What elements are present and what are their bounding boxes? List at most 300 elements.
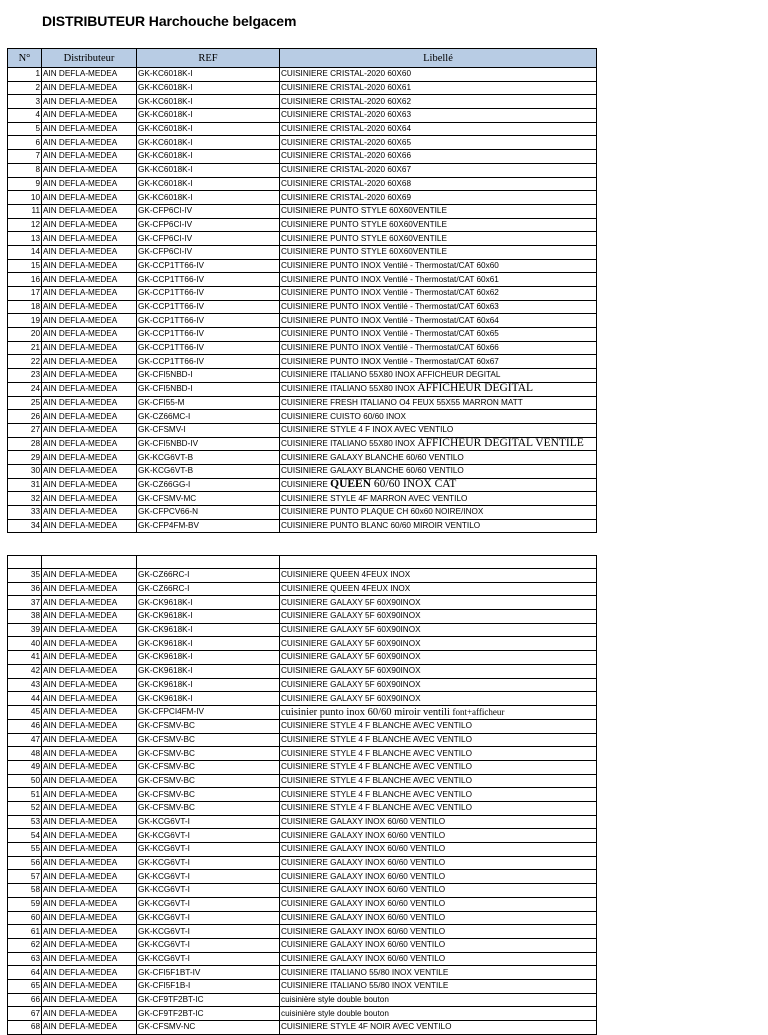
table-row [8,747,597,761]
row-number-cell: 17 [8,287,42,301]
libelle-cell: CUISINIERE GALAXY 5F 60X90INOX [280,651,597,665]
distributeur-cell: AIN DEFLA-MEDEA [42,122,137,136]
distributeur-cell: AIN DEFLA-MEDEA [42,150,137,164]
libelle-cell: CUISINIERE STYLE 4 F BLANCHE AVEC VENTILO [280,733,597,747]
ref-cell: GK-CFSMV-BC [137,719,280,733]
libelle-cell: CUISINIERE GALAXY BLANCHE 60/60 VENTILO [280,464,597,478]
libelle-cell: CUISINIERE CRISTAL-2020 60X64 [280,122,597,136]
libelle-cell: CUISINIERE PUNTO INOX Ventilé - Thermostat/CAT 60x64 [280,314,597,328]
row-number-cell: 62 [8,938,42,952]
table-row [8,911,597,925]
ref-cell: GK-CK9618K-I [137,637,280,651]
page-title: DISTRIBUTEUR Harchouche belgacem [42,13,297,29]
libelle-cell: CUISINIERE GALAXY INOX 60/60 VENTILO [280,952,597,966]
row-number-cell: 12 [8,218,42,232]
distributeur-cell: AIN DEFLA-MEDEA [42,204,137,218]
distributeur-cell: AIN DEFLA-MEDEA [42,177,137,191]
libelle-cell: CUISINIERE STYLE 4 F INOX AVEC VENTILO [280,423,597,437]
distributeur-cell: AIN DEFLA-MEDEA [42,478,137,492]
ref-cell: GK-KCG6VT-B [137,451,280,465]
table-row [8,204,597,218]
row-number-cell: 40 [8,637,42,651]
table-row [8,437,597,451]
distributeur-cell: AIN DEFLA-MEDEA [42,245,137,259]
ref-cell: GK-KC6018K-I [137,68,280,82]
row-number-cell: 66 [8,993,42,1007]
libelle-part: QUEEN [330,478,372,490]
row-number-cell: 49 [8,760,42,774]
distributeur-cell: AIN DEFLA-MEDEA [42,692,137,706]
libelle-cell: CUISINIERE ITALIANO 55/80 INOX VENTILE [280,979,597,993]
libelle-cell: CUISINIERE GALAXY 5F 60X90INOX [280,678,597,692]
distributeur-cell: AIN DEFLA-MEDEA [42,897,137,911]
table-row [8,109,597,123]
row-number-cell: 38 [8,610,42,624]
ref-cell: GK-KC6018K-I [137,150,280,164]
ref-cell: GK-CCP1TT66-IV [137,341,280,355]
table-row [8,569,597,583]
libelle-cell: CUISINIERE GALAXY INOX 60/60 VENTILO [280,884,597,898]
distributeur-cell: AIN DEFLA-MEDEA [42,396,137,410]
libelle-cell: CUISINIERE PUNTO BLANC 60/60 MIROIR VENTILO [280,519,597,533]
ref-cell: GK-KCG6VT-I [137,925,280,939]
row-number-cell: 52 [8,802,42,816]
ref-cell: GK-CCP1TT66-IV [137,355,280,369]
table-row [8,396,597,410]
row-number-cell: 36 [8,582,42,596]
ref-cell: GK-KCG6VT-I [137,843,280,857]
distributeur-cell: AIN DEFLA-MEDEA [42,870,137,884]
row-number-cell: 63 [8,952,42,966]
ref-cell: GK-KCG6VT-I [137,897,280,911]
table-row [8,341,597,355]
distributeur-cell: AIN DEFLA-MEDEA [42,163,137,177]
row-number-cell: 46 [8,719,42,733]
table-row [8,651,597,665]
row-number-cell: 14 [8,245,42,259]
row-number-cell: 27 [8,423,42,437]
distributeur-cell: AIN DEFLA-MEDEA [42,68,137,82]
libelle-cell: CUISINIERE STYLE 4 F BLANCHE AVEC VENTILO [280,760,597,774]
row-number-cell: 7 [8,150,42,164]
ref-cell: GK-CFI5NBD-I [137,369,280,383]
distributeur-cell: AIN DEFLA-MEDEA [42,966,137,980]
ref-cell: GK-CFSMV-BC [137,747,280,761]
libelle-cell: CUISINIERE GALAXY 5F 60X90INOX [280,596,597,610]
distributeur-cell: AIN DEFLA-MEDEA [42,341,137,355]
libelle-cell: CUISINIERE STYLE 4 F BLANCHE AVEC VENTILO [280,774,597,788]
row-number-cell: 20 [8,328,42,342]
table-row [8,610,597,624]
ref-cell: GK-KC6018K-I [137,163,280,177]
libelle-cell: CUISINIERE PUNTO STYLE 60X60VENTILE [280,245,597,259]
ref-cell: GK-CFSMV-BC [137,733,280,747]
libelle-cell: CUISINIERE STYLE 4 F BLANCHE AVEC VENTILO [280,802,597,816]
distributeur-cell: AIN DEFLA-MEDEA [42,410,137,424]
header-ref: REF [137,49,280,68]
distributeur-cell: AIN DEFLA-MEDEA [42,802,137,816]
libelle-part: CUISINIERE [281,479,331,489]
libelle-cell: CUISINIERE GALAXY 5F 60X90INOX [280,664,597,678]
libelle-cell: CUISINIERE GALAXY 5F 60X90INOX [280,610,597,624]
ref-cell: GK-KCG6VT-I [137,938,280,952]
ref-cell: GK-CK9618K-I [137,651,280,665]
distributeur-cell: AIN DEFLA-MEDEA [42,287,137,301]
distributeur-cell: AIN DEFLA-MEDEA [42,355,137,369]
row-number-cell: 48 [8,747,42,761]
table-row [8,623,597,637]
row-number-cell: 44 [8,692,42,706]
libelle-cell: cuisinière style double bouton [280,993,597,1007]
row-number-cell: 5 [8,122,42,136]
spacer-cell [137,556,280,569]
libelle-cell: CUISINIERE GALAXY INOX 60/60 VENTILO [280,870,597,884]
libelle-cell: CUISINIERE CRISTAL-2020 60X65 [280,136,597,150]
row-number-cell: 24 [8,382,42,396]
table-row [8,191,597,205]
distributeur-cell: AIN DEFLA-MEDEA [42,843,137,857]
ref-cell: GK-CFSMV-I [137,423,280,437]
table-row [8,177,597,191]
table-row [8,328,597,342]
row-number-cell: 64 [8,966,42,980]
row-number-cell: 16 [8,273,42,287]
libelle-cell: CUISINIERE PUNTO INOX Ventilé - Thermostat/CAT 60x67 [280,355,597,369]
ref-cell: GK-CFI55-M [137,396,280,410]
ref-cell: GK-CZ66GG-I [137,478,280,492]
libelle-cell: CUISINIERE GALAXY 5F 60X90INOX [280,692,597,706]
row-number-cell: 41 [8,651,42,665]
distributeur-cell: AIN DEFLA-MEDEA [42,719,137,733]
distributeur-cell: AIN DEFLA-MEDEA [42,437,137,451]
libelle-part: AFFICHEUR DEGITAL VENTILE [417,437,584,449]
distributeur-cell: AIN DEFLA-MEDEA [42,464,137,478]
ref-cell: GK-CFP4FM-BV [137,519,280,533]
ref-cell: GK-CFP6CI-IV [137,218,280,232]
distributeur-cell: AIN DEFLA-MEDEA [42,637,137,651]
ref-cell: GK-CK9618K-I [137,678,280,692]
table-row [8,423,597,437]
distributeur-cell: AIN DEFLA-MEDEA [42,774,137,788]
distributeur-cell: AIN DEFLA-MEDEA [42,925,137,939]
ref-cell: GK-KC6018K-I [137,122,280,136]
ref-cell: GK-CFSMV-BC [137,760,280,774]
row-number-cell: 11 [8,204,42,218]
row-number-cell: 43 [8,678,42,692]
libelle-cell [280,478,597,492]
distributeur-cell: AIN DEFLA-MEDEA [42,314,137,328]
table-row [8,150,597,164]
table-row [8,259,597,273]
row-number-cell: 42 [8,664,42,678]
table-row [8,843,597,857]
ref-cell: GK-CK9618K-I [137,610,280,624]
libelle-part: font+afficheur [452,706,505,717]
table-row [8,637,597,651]
spacer-cell [42,556,137,569]
distributeur-cell: AIN DEFLA-MEDEA [42,651,137,665]
distributeur-cell: AIN DEFLA-MEDEA [42,1021,137,1035]
libelle-part: cuisinier punto inox 60/60 miroir ventili [281,706,453,718]
ref-cell: GK-CFI5NBD-IV [137,437,280,451]
libelle-part: AFFICHEUR DEGITAL [417,382,534,395]
distributeur-cell: AIN DEFLA-MEDEA [42,911,137,925]
table-row [8,136,597,150]
table-row [8,692,597,706]
row-number-cell: 4 [8,109,42,123]
row-number-cell: 33 [8,506,42,520]
distributeur-cell: AIN DEFLA-MEDEA [42,788,137,802]
libelle-cell [280,705,597,719]
libelle-cell: CUISINIERE STYLE 4F MARRON AVEC VENTILO [280,492,597,506]
table-row [8,664,597,678]
table-row [8,68,597,82]
row-number-cell: 29 [8,451,42,465]
row-number-cell: 9 [8,177,42,191]
libelle-part: CUISINIERE ITALIANO 55X80 INOX [281,438,418,448]
libelle-cell: CUISINIERE FRESH ITALIANO O4 FEUX 55X55 MARRON MATT [280,396,597,410]
ref-cell: GK-KCG6VT-I [137,884,280,898]
ref-cell: GK-CFP6CI-IV [137,204,280,218]
distributeur-cell: AIN DEFLA-MEDEA [42,664,137,678]
libelle-cell: CUISINIERE STYLE 4 F BLANCHE AVEC VENTILO [280,747,597,761]
row-number-cell: 58 [8,884,42,898]
row-number-cell: 39 [8,623,42,637]
libelle-part: CUISINIERE ITALIANO 55X80 INOX [281,384,418,394]
distributeur-cell: AIN DEFLA-MEDEA [42,569,137,583]
libelle-cell: CUISINIERE GALAXY INOX 60/60 VENTILO [280,856,597,870]
libelle-cell: CUISINIERE GALAXY INOX 60/60 VENTILO [280,897,597,911]
libelle-cell: CUISINIERE GALAXY INOX 60/60 VENTILO [280,815,597,829]
row-number-cell: 23 [8,369,42,383]
distributeur-cell: AIN DEFLA-MEDEA [42,760,137,774]
ref-cell: GK-KCG6VT-I [137,911,280,925]
row-number-cell: 37 [8,596,42,610]
ref-cell: GK-KCG6VT-I [137,815,280,829]
table-row [8,596,597,610]
libelle-cell: CUISINIERE GALAXY INOX 60/60 VENTILO [280,938,597,952]
row-number-cell: 25 [8,396,42,410]
table-row [8,314,597,328]
row-number-cell: 26 [8,410,42,424]
libelle-part: 60/60 INOX CAT [371,478,457,490]
table-row [8,979,597,993]
ref-cell: GK-CZ66MC-I [137,410,280,424]
libelle-cell: CUISINIERE STYLE 4 F BLANCHE AVEC VENTILO [280,788,597,802]
table-row [8,163,597,177]
table-spacer-row [8,556,597,569]
libelle-cell: CUISINIERE GALAXY INOX 60/60 VENTILO [280,843,597,857]
table-row [8,287,597,301]
distributeur-cell: AIN DEFLA-MEDEA [42,678,137,692]
distributeur-cell: AIN DEFLA-MEDEA [42,829,137,843]
distributeur-cell: AIN DEFLA-MEDEA [42,856,137,870]
distributeur-cell: AIN DEFLA-MEDEA [42,884,137,898]
libelle-cell: CUISINIERE PUNTO INOX Ventilé - Thermostat/CAT 60x61 [280,273,597,287]
libelle-cell: CUISINIERE CRISTAL-2020 60X60 [280,68,597,82]
row-number-cell: 31 [8,478,42,492]
ref-cell: GK-KCG6VT-I [137,829,280,843]
ref-cell: GK-CFSMV-BC [137,788,280,802]
distributeur-cell: AIN DEFLA-MEDEA [42,300,137,314]
ref-cell: GK-CCP1TT66-IV [137,287,280,301]
ref-cell: GK-KC6018K-I [137,81,280,95]
libelle-cell: CUISINIERE PUNTO STYLE 60X60VENTILE [280,232,597,246]
ref-cell: GK-KC6018K-I [137,95,280,109]
table-row [8,519,597,533]
ref-cell: GK-CF9TF2BT-IC [137,1007,280,1021]
ref-cell: GK-CCP1TT66-IV [137,314,280,328]
libelle-cell: CUISINIERE CRISTAL-2020 60X68 [280,177,597,191]
libelle-cell: CUISINIERE PUNTO STYLE 60X60VENTILE [280,218,597,232]
table-row [8,492,597,506]
spacer-cell [8,556,42,569]
table-row [8,856,597,870]
row-number-cell: 10 [8,191,42,205]
row-number-cell: 19 [8,314,42,328]
table-row [8,870,597,884]
ref-cell: GK-CFSMV-MC [137,492,280,506]
row-number-cell: 61 [8,925,42,939]
distributeur-cell: AIN DEFLA-MEDEA [42,506,137,520]
row-number-cell: 13 [8,232,42,246]
ref-cell: GK-CK9618K-I [137,664,280,678]
table-row [8,355,597,369]
distributeur-cell: AIN DEFLA-MEDEA [42,81,137,95]
distributeur-cell: AIN DEFLA-MEDEA [42,451,137,465]
distributeur-cell: AIN DEFLA-MEDEA [42,993,137,1007]
row-number-cell: 8 [8,163,42,177]
table-row [8,1021,597,1035]
ref-cell: GK-CFI5F1BT-IV [137,966,280,980]
libelle-cell: CUISINIERE PUNTO INOX Ventilé - Thermostat/CAT 60x65 [280,328,597,342]
table-row [8,829,597,843]
row-number-cell: 3 [8,95,42,109]
table-row [8,81,597,95]
row-number-cell: 1 [8,68,42,82]
table-row [8,245,597,259]
table-row [8,678,597,692]
row-number-cell: 32 [8,492,42,506]
distributeur-cell: AIN DEFLA-MEDEA [42,705,137,719]
libelle-cell: CUISINIERE PUNTO INOX Ventilé - Thermostat/CAT 60x63 [280,300,597,314]
distributeur-cell: AIN DEFLA-MEDEA [42,623,137,637]
table-row [8,464,597,478]
row-number-cell: 60 [8,911,42,925]
ref-cell: GK-CK9618K-I [137,623,280,637]
ref-cell: GK-CCP1TT66-IV [137,259,280,273]
ref-cell: GK-KC6018K-I [137,136,280,150]
libelle-cell: CUISINIERE ITALIANO 55X80 INOX AFFICHEUR DEGITAL [280,369,597,383]
row-number-cell: 67 [8,1007,42,1021]
row-number-cell: 56 [8,856,42,870]
libelle-cell: CUISINIERE GALAXY INOX 60/60 VENTILO [280,925,597,939]
libelle-cell: CUISINIERE CRISTAL-2020 60X62 [280,95,597,109]
libelle-cell: CUISINIERE STYLE 4 F BLANCHE AVEC VENTILO [280,719,597,733]
ref-cell: GK-CFP6CI-IV [137,232,280,246]
distributeur-cell: AIN DEFLA-MEDEA [42,232,137,246]
ref-cell: GK-CK9618K-I [137,596,280,610]
distributeur-cell: AIN DEFLA-MEDEA [42,492,137,506]
table-row [8,478,597,492]
table-row [8,369,597,383]
row-number-cell: 6 [8,136,42,150]
table-row [8,925,597,939]
header-distributeur: Distributeur [42,49,137,68]
distributeur-cell: AIN DEFLA-MEDEA [42,369,137,383]
ref-cell: GK-KCG6VT-I [137,870,280,884]
row-number-cell: 57 [8,870,42,884]
row-number-cell: 53 [8,815,42,829]
ref-cell: GK-CZ66RC-I [137,582,280,596]
table-row [8,897,597,911]
ref-cell: GK-KCG6VT-I [137,952,280,966]
distributeur-cell: AIN DEFLA-MEDEA [42,95,137,109]
distributeur-cell: AIN DEFLA-MEDEA [42,273,137,287]
libelle-cell: CUISINIERE CRISTAL-2020 60X69 [280,191,597,205]
row-number-cell: 35 [8,569,42,583]
distributeur-cell: AIN DEFLA-MEDEA [42,136,137,150]
ref-cell: GK-CZ66RC-I [137,569,280,583]
table-row [8,719,597,733]
row-number-cell: 50 [8,774,42,788]
distributeur-cell: AIN DEFLA-MEDEA [42,596,137,610]
table-row [8,218,597,232]
table-row [8,451,597,465]
distributeur-cell: AIN DEFLA-MEDEA [42,1007,137,1021]
libelle-cell: CUISINIERE QUEEN 4FEUX INOX [280,569,597,583]
table-row [8,705,597,719]
row-number-cell: 22 [8,355,42,369]
distributeur-cell: AIN DEFLA-MEDEA [42,191,137,205]
row-number-cell: 55 [8,843,42,857]
libelle-cell: CUISINIERE CRISTAL-2020 60X67 [280,163,597,177]
ref-cell: GK-CCP1TT66-IV [137,300,280,314]
row-number-cell: 45 [8,705,42,719]
table-row [8,884,597,898]
table-row [8,993,597,1007]
header-libelle: Libellé [280,49,597,68]
table-row [8,1007,597,1021]
libelle-cell: CUISINIERE PUNTO INOX Ventilé - Thermostat/CAT 60x60 [280,259,597,273]
libelle-cell: CUISINIERE PUNTO INOX Ventilé - Thermostat/CAT 60x66 [280,341,597,355]
row-number-cell: 21 [8,341,42,355]
header-number: N° [8,49,42,68]
libelle-cell: CUISINIERE QUEEN 4FEUX INOX [280,582,597,596]
ref-cell: GK-CFI5NBD-I [137,382,280,396]
row-number-cell: 68 [8,1021,42,1035]
table-row [8,273,597,287]
row-number-cell: 54 [8,829,42,843]
ref-cell: GK-CFPCI4FM-IV [137,705,280,719]
ref-cell: GK-KC6018K-I [137,109,280,123]
table-row [8,952,597,966]
row-number-cell: 47 [8,733,42,747]
libelle-cell: CUISINIERE CRISTAL-2020 60X66 [280,150,597,164]
distributeur-cell: AIN DEFLA-MEDEA [42,519,137,533]
row-number-cell: 30 [8,464,42,478]
table-row [8,788,597,802]
distributeur-cell: AIN DEFLA-MEDEA [42,218,137,232]
table-row [8,802,597,816]
table-row [8,232,597,246]
spacer-cell [280,556,597,569]
row-number-cell: 59 [8,897,42,911]
table-row [8,506,597,520]
row-number-cell: 34 [8,519,42,533]
libelle-cell: CUISINIERE ITALIANO 55/80 INOX VENTILE [280,966,597,980]
distributeur-cell: AIN DEFLA-MEDEA [42,747,137,761]
